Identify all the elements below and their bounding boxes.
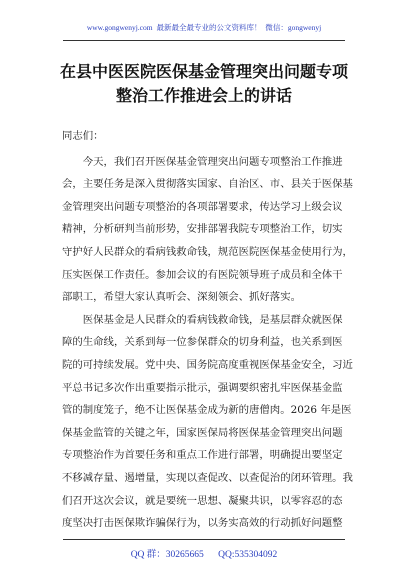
body-line: 压实医保工作责任。参加会议的有医院领导班子成员和全体干 [62, 268, 343, 281]
body-line: 障的生命线，关系到每一位参保群众的切身利益，也关系到医 [62, 336, 343, 349]
body-line: 金管理突出问题专项整治的各项部署要求，传达学习上级会议 [62, 200, 343, 213]
body-line: 平总书记多次作出重要指示批示，强调要织密扎牢医保基金监 [62, 381, 343, 394]
document-body [62, 125, 354, 535]
title-line-2: 整治工作推进会上的讲话 [115, 86, 292, 105]
footer-divider [63, 539, 345, 540]
body-line: 专项整治作为首要任务和重点工作进行部署，明确提出要坚定 [62, 449, 343, 462]
page-header [0, 22, 408, 33]
body-line: 医保基金是人民群众的看病钱救命钱，是基层群众就医保 [62, 313, 343, 326]
header-website[interactable]: www.gongwenyj.com [86, 23, 153, 32]
body-line: 度坚决打击医保欺诈骗保行为，以务实高效的行动抓好问题整 [62, 517, 343, 530]
body-line: 守护好人民群众的看病钱救命钱，规范医院医保基金使用行为， [62, 245, 353, 258]
body-line: 部职工，希望大家认真听会、深刻领会、抓好落实。 [62, 291, 301, 304]
document-title [40, 60, 368, 108]
body-line: 院的可持续发展。党中央、国务院高度重视医保基金安全，习近 [62, 358, 353, 371]
body-line: 们召开这次会议，就是要统一思想、凝聚共识，以零容忍的态 [62, 494, 343, 507]
body-line: 精神，分析研判当前形势，安排部署我院专项整治工作，切实 [62, 223, 343, 236]
body-line: 管的制度笼子，绝不让医保基金成为新的唐僧肉。2026 年是医 [62, 404, 352, 417]
body-line: 保基金监管的关键之年，国家医保局将医保基金管理突出问题 [62, 426, 343, 439]
header-slogan: 最新最全最专业的公文资料库！ [156, 23, 262, 32]
header-wechat: 微信：gongwenyj [265, 23, 322, 32]
footer-qq-group: QQ 群：30265665 [130, 550, 204, 560]
title-line-1: 在县中医医院医保基金管理突出问题专项 [59, 62, 348, 81]
page-footer [0, 546, 408, 560]
body-line: 今天，我们召开医保基金管理突出问题专项整治工作推进 [62, 155, 343, 168]
body-line: 不移减存量、遏增量，实现以查促改、以查促治的闭环管理。我 [62, 471, 353, 484]
body-line: 会，主要任务是深入贯彻落实国家、自治区、市、县关于医保基 [62, 178, 353, 191]
footer-qq: QQ:535304092 [218, 550, 278, 560]
header-divider [63, 40, 345, 41]
salutation: 同志们： [62, 130, 104, 142]
